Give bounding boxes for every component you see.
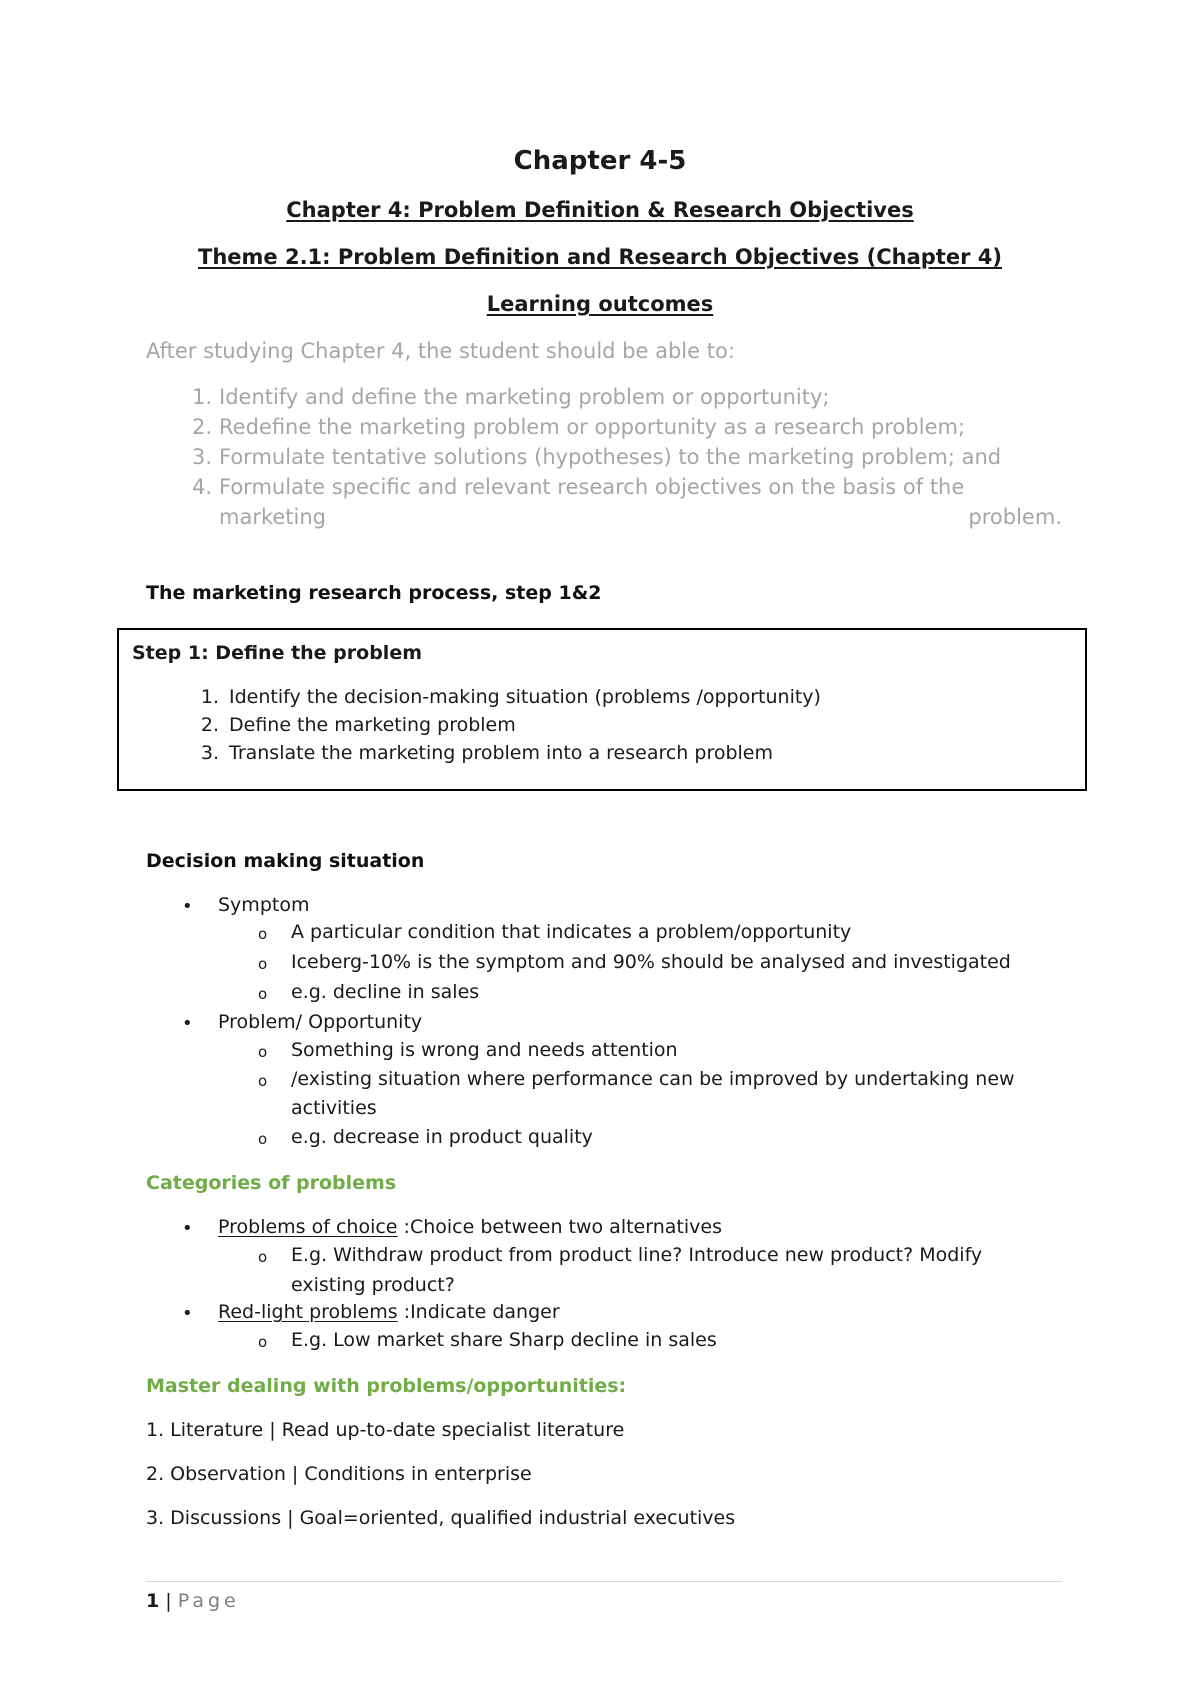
step-number: 2. [200,714,219,736]
circle-bullet-icon: o [258,955,268,973]
outcome-text-line2-left: marketing [219,505,326,529]
circle-bullet-icon: o [258,1072,268,1090]
choice-example-line1: E.g. Withdraw product from product line? Introduce new product? Modify [291,1244,983,1266]
outcome-text: Formulate tentative solutions (hypotheses) to the marketing problem; and [219,445,1002,469]
redlight-problem-text: :Indicate danger [397,1301,560,1323]
step-number: 1. [200,686,219,708]
page-label: Page [177,1590,240,1612]
circle-bullet-icon: o [258,1333,268,1351]
chapter4-heading: Chapter 4: Problem Definition & Research Objectives [286,198,914,222]
problem-item: e.g. decrease in product quality [291,1126,593,1148]
outcome-number: 3. [191,445,212,469]
master-item: 1. Literature | Read up-to-date specialist literature [146,1419,625,1441]
step-text: Translate the marketing problem into a research problem [229,742,774,764]
outcome-number: 4. [191,475,212,499]
outcome-item [146,385,1062,413]
step-number: 3. [200,742,219,764]
problem-item-continued: activities [291,1097,377,1119]
circle-bullet-icon: o [258,1130,268,1148]
step1-box [117,628,1087,791]
symptom-item: Iceberg-10% is the symptom and 90% should be analysed and investigated [291,951,1011,973]
circle-bullet-icon: o [258,985,268,1003]
choice-problem-label: Problems of choice [218,1216,398,1238]
decision-heading: Decision making situation [146,850,425,872]
redlight-problem-label: Red-light problems [218,1301,398,1323]
bullet-icon: • [182,1303,193,1324]
theme-heading: Theme 2.1: Problem Definition and Research Objectives (Chapter 4) [198,245,1002,269]
categories-heading: Categories of problems [146,1172,397,1194]
redlight-problem [218,1301,560,1323]
outcome-item [146,475,1062,535]
problem-item: /existing situation where performance can be improved by undertaking new [291,1068,1015,1090]
outcome-number: 2. [191,415,212,439]
master-heading: Master dealing with problems/opportunities: [146,1375,627,1397]
bullet-icon: • [182,896,193,917]
step1-title: Step 1: Define the problem [132,642,423,664]
learning-outcomes-heading: Learning outcomes [486,292,714,316]
outcome-number: 1. [191,385,212,409]
choice-example-line2: existing product? [291,1274,455,1296]
outcomes-intro: After studying Chapter 4, the student should be able to: [146,339,735,363]
bullet-icon: • [182,1013,193,1034]
outcome-text-line2-right: problem. [968,505,1062,529]
choice-problem-text: :Choice between two alternatives [397,1216,722,1238]
outcome-text: Redefine the marketing problem or opportunity as a research problem; [219,415,966,439]
master-item: 3. Discussions | Goal=oriented, qualified industrial executives [146,1507,736,1529]
circle-bullet-icon: o [258,925,268,943]
chapter-title: Chapter 4-5 [513,146,687,176]
choice-problem [218,1216,722,1238]
step-text: Define the marketing problem [229,714,516,736]
outcome-item [146,445,1062,473]
problem-item: Something is wrong and needs attention [291,1039,678,1061]
footer-separator: | [159,1590,178,1612]
redlight-example: E.g. Low market share Sharp decline in sales [291,1329,717,1351]
symptom-label: Symptom [218,894,310,916]
outcome-text: Identify and define the marketing problem or opportunity; [219,385,830,409]
process-heading: The marketing research process, step 1&2 [146,582,602,604]
circle-bullet-icon: o [258,1248,268,1266]
outcome-text-line1: Formulate specific and relevant research objectives on the basis of the [219,475,965,499]
master-item: 2. Observation | Conditions in enterprise [146,1463,532,1485]
page-number: 1 [146,1590,160,1612]
bullet-icon: • [182,1218,193,1239]
symptom-item: A particular condition that indicates a problem/opportunity [291,921,852,943]
circle-bullet-icon: o [258,1043,268,1061]
page-footer [146,1590,240,1612]
symptom-item: e.g. decline in sales [291,981,480,1003]
footer-divider [146,1581,1062,1582]
outcome-item [146,415,1062,443]
problem-label: Problem/ Opportunity [218,1011,423,1033]
step-text: Identify the decision-making situation (problems /opportunity) [229,686,821,708]
